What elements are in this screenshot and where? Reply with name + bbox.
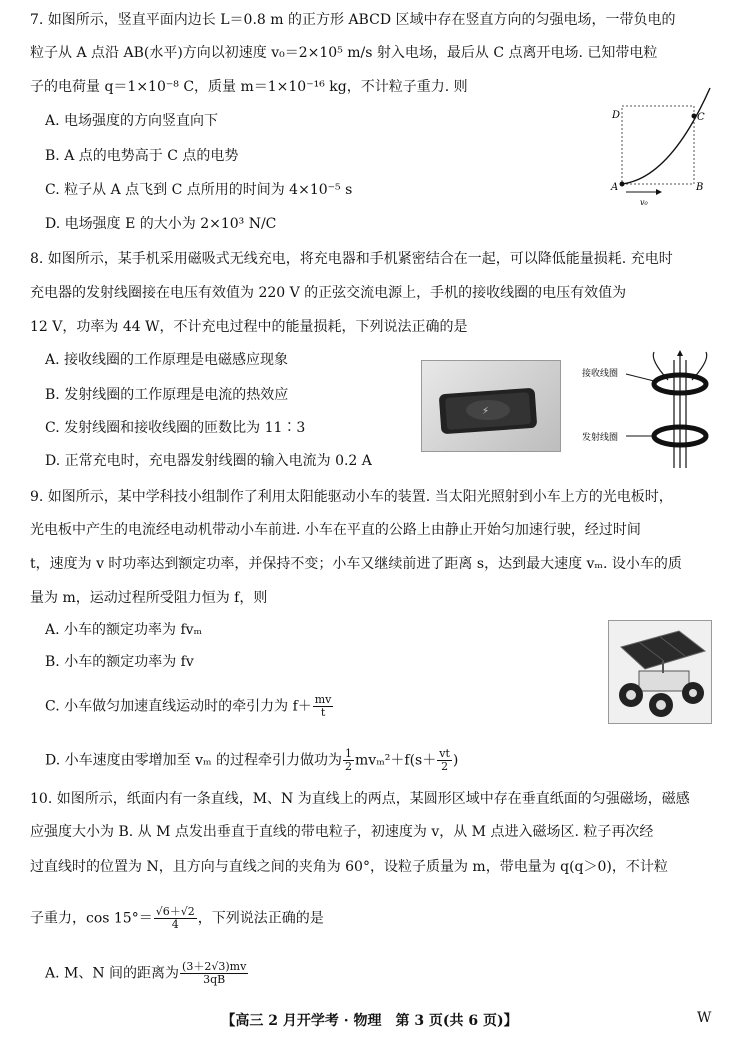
q9-line2: 光电板中产生的电流经电动机带动小车前进. 小车在平直的公路上由静止开始匀加速行驶，经过时间 bbox=[30, 522, 641, 538]
q7-line3: 子的电荷量 q＝1×10⁻⁸ C，质量 m＝1×10⁻¹⁶ kg，不计粒子重力. 则 bbox=[30, 79, 468, 95]
q9-option-d: D. 小车速度由零增加至 vₘ 的过程牵引力做功为 $\frac{1}{2}$ mvₘ²＋f(s＋ $\frac{vt}{2}$ ) bbox=[45, 747, 459, 773]
q9-line4: 量为 m，运动过程所受阻力恒为 f，则 bbox=[30, 590, 268, 606]
version-mark: W bbox=[697, 1010, 712, 1026]
label-d: D bbox=[612, 110, 621, 121]
label-c: C bbox=[697, 112, 705, 123]
q7-line1: 7. 如图所示，竖直平面内边长 L＝0.8 m 的正方形 ABCD 区域中存在竖直方向的匀强电场，一带负电的 bbox=[30, 12, 676, 28]
q7-option-b: B. A 点的电势高于 C 点的电势 bbox=[45, 148, 239, 164]
q9-option-c: C. 小车做匀加速直线运动时的牵引力为 f＋ $\frac{mv}{t}$ bbox=[45, 693, 332, 719]
page-footer: 【高三 2 月开学考 · 物理 第 3 页(共 6 页)】 bbox=[221, 1013, 518, 1029]
q8-option-d: D. 正常充电时，充电器发射线圈的输入电流为 0.2 A bbox=[45, 453, 372, 469]
traction-fraction: $\frac{mv}{t}$ bbox=[314, 693, 332, 719]
q9-line1: 9. 如图所示，某中学科技小组制作了利用太阳能驱动小车的装置. 当太阳光照射到小车上方的光电板时， bbox=[30, 489, 673, 505]
q8-option-b: B. 发射线圈的工作原理是电流的热效应 bbox=[45, 387, 289, 403]
wireless-charger-photo bbox=[421, 360, 561, 452]
q10-option-a: A. M、N 间的距离为 $\frac{(3+2√3)mv}{3qB}$ bbox=[45, 960, 247, 986]
svg-text:⚡: ⚡ bbox=[482, 406, 490, 417]
q8-line3: 12 V，功率为 44 W，不计充电过程中的能量损耗，下列说法正确的是 bbox=[30, 319, 468, 335]
q9-option-a: A. 小车的额定功率为 fvₘ bbox=[45, 622, 203, 638]
solar-car-photo bbox=[608, 620, 712, 724]
q9-option-b: B. 小车的额定功率为 fv bbox=[45, 654, 194, 670]
label-v0: v₀ bbox=[640, 198, 648, 207]
q7-option-d: D. 电场强度 E 的大小为 2×10³ N/C bbox=[45, 216, 277, 232]
q8-line2: 充电器的发射线圈接在电压有效值为 220 V 的正弦交流电源上，手机的接收线圈的电压有效值为 bbox=[30, 285, 627, 301]
q10-line4: 子重力，cos 15°＝ $\frac{√6+√2}{4}$ ，下列说法正确的是 bbox=[30, 905, 324, 931]
mn-distance-fraction: $\frac{(3+2√3)mv}{3qB}$ bbox=[182, 960, 247, 986]
cos15-fraction: $\frac{√6+√2}{4}$ bbox=[155, 905, 195, 931]
q7-line2: 粒子从 A 点沿 AB(水平)方向以初速度 v₀＝2×10⁵ m/s 射入电场，最后从 C 点离开电场. 已知带电粒 bbox=[30, 45, 658, 61]
label-a: A bbox=[611, 182, 619, 193]
q10-line2: 应强度大小为 B. 从 M 点发出垂直于直线的带电粒子，初速度为 v，从 M 点进入磁场区. 粒子再次经 bbox=[30, 824, 654, 840]
q10-line3: 过直线时的位置为 N，且方向与直线之间的夹角为 60°，设粒子质量为 m，带电量为 q(q＞0)，不计粒 bbox=[30, 859, 668, 875]
q7-option-a: A. 电场强度的方向竖直向下 bbox=[45, 113, 219, 129]
label-b: B bbox=[696, 182, 704, 193]
q8-option-c: C. 发射线圈和接收线圈的匝数比为 11∶3 bbox=[45, 420, 306, 436]
q7-trajectory-figure bbox=[600, 78, 720, 208]
q10-line1: 10. 如图所示，纸面内有一条直线，M、N 为直线上的两点，某圆形区域中存在垂直纸面的匀强磁场，磁感 bbox=[30, 791, 690, 807]
transmit-coil-label: 发射线圈 bbox=[582, 433, 619, 443]
q8-line1: 8. 如图所示，某手机采用磁吸式无线充电，将充电器和手机紧密结合在一起，可以降低能量损耗. 充电时 bbox=[30, 251, 673, 267]
q8-option-a: A. 接收线圈的工作原理是电磁感应现象 bbox=[45, 352, 289, 368]
receive-coil-label: 接收线圈 bbox=[582, 369, 619, 379]
coil-diagram bbox=[580, 350, 710, 470]
q9-line3: t，速度为 v 时功率达到额定功率，并保持不变；小车又继续前进了距离 s，达到最大速度 vₘ. 设小车的质 bbox=[30, 556, 682, 572]
q7-option-c: C. 粒子从 A 点飞到 C 点所用的时间为 4×10⁻⁵ s bbox=[45, 182, 353, 198]
